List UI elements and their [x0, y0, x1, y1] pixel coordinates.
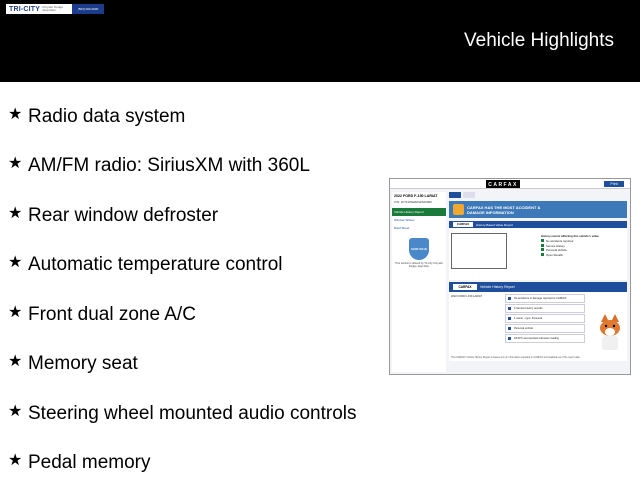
carfax-fox-icon: [595, 314, 625, 352]
feature-label: Front dual zone A/C: [28, 303, 196, 325]
tab-other[interactable]: [463, 192, 475, 198]
value-chart-placeholder: [451, 233, 507, 269]
feature-list: [8, 92, 356, 480]
list-item: [8, 389, 356, 439]
vehicle-history-title: Vehicle History Report: [480, 285, 515, 289]
report-row[interactable]: No accidents or damage reported to CARFAX: [505, 294, 585, 303]
list-item: [8, 92, 356, 142]
carfax-topbar: [390, 179, 630, 189]
carfax-report-thumbnail[interactable]: [389, 178, 631, 375]
event-label: No accidents reported: [546, 238, 574, 243]
star-icon: ★: [8, 452, 23, 470]
star-icon: ★: [8, 303, 23, 321]
event-label: Personal Vehicle: [546, 248, 567, 253]
vehicle-vin: VIN: 1FTFW1E82NFA00000: [394, 200, 432, 204]
page-title: Vehicle Highlights: [464, 30, 614, 51]
carfax-hero-banner: [449, 201, 627, 218]
tab-report[interactable]: [449, 192, 461, 198]
check-icon: [541, 244, 544, 247]
star-icon: ★: [8, 254, 23, 272]
carfax-mini-logo: CARFAX: [453, 222, 473, 227]
print-button[interactable]: Print: [604, 181, 624, 187]
feature-label: Steering wheel mounted audio controls: [28, 402, 357, 424]
carfax-logo: CARFAX: [486, 180, 520, 188]
history-events: [541, 234, 623, 258]
list-item: [8, 241, 356, 291]
nav-build-sheet[interactable]: Build Sheet: [394, 226, 410, 230]
hero-text: CARFAX HAS THE MOST ACCIDENT & DAMAGE INFORMATION: [467, 204, 541, 215]
report-row[interactable]: 4 Service history records: [505, 304, 585, 313]
logo-sub-text: Chrysler Dodge Jeep Ram: [42, 5, 63, 12]
carfax-sidebar: [392, 192, 446, 372]
logo-phone: (503) 000-0000: [72, 4, 104, 14]
report-vehicle: 2022 FORD F-150 LARIAT: [451, 295, 482, 298]
feature-label: Pedal memory: [28, 452, 151, 474]
event-item: [541, 253, 623, 258]
event-label: Open Recalls: [546, 253, 563, 258]
nav-vehicle-history[interactable]: Vehicle History Report: [392, 208, 446, 216]
list-item: [8, 290, 356, 340]
hero-icon: [453, 204, 464, 215]
star-icon: ★: [8, 204, 23, 222]
report-row[interactable]: 18,697 Last reported odometer reading: [505, 334, 585, 343]
feature-label: Rear window defroster: [28, 204, 219, 226]
star-icon: ★: [8, 155, 23, 173]
dealer-logo[interactable]: [6, 4, 104, 14]
star-icon: ★: [8, 353, 23, 371]
vehicle-history-bar: [449, 282, 627, 292]
report-footer: This CARFAX Vehicle History Report is based only on information supplied to CARFAX and available as of the report date.: [449, 354, 627, 361]
list-item: [8, 340, 356, 390]
nav-window-sticker[interactable]: Window Sticker: [394, 218, 415, 222]
events-title: History events affecting this vehicle's value: [541, 234, 599, 238]
value-report-panel: [449, 228, 627, 280]
header-bar: [0, 0, 640, 82]
good-value-badge: [409, 238, 429, 260]
star-icon: ★: [8, 402, 23, 420]
vehicle-history-panel: [449, 292, 627, 354]
check-icon: [541, 248, 544, 251]
feature-label: Memory seat: [28, 353, 138, 375]
list-item: [8, 191, 356, 241]
feature-label: Automatic temperature control: [28, 254, 283, 276]
value-report-title: History-Based Value Report: [476, 222, 513, 227]
badge-text: GOOD VALUE: [411, 247, 427, 251]
carfax-tabs: [449, 192, 627, 199]
carfax-main: [449, 192, 627, 372]
report-row[interactable]: 1 owner - type: Personal: [505, 314, 585, 323]
feature-label: Radio data system: [28, 105, 186, 127]
dealer-info: This vehicle is offered by Tri-City Chrysler Dodge Jeep Ram: [395, 262, 443, 269]
report-rows: [505, 294, 585, 344]
logo-main-text: TRI-CITY: [9, 5, 41, 13]
check-icon: [541, 253, 544, 256]
list-item: [8, 142, 356, 192]
event-label: Service History: [546, 243, 565, 248]
vehicle-title: 2022 FORD F-150 LARIAT: [394, 194, 438, 198]
value-report-bar: [449, 221, 627, 228]
star-icon: ★: [8, 105, 23, 123]
list-item: [8, 439, 356, 480]
report-row[interactable]: Personal vehicle: [505, 324, 585, 333]
carfax-mini-logo: CARFAX: [453, 284, 477, 290]
check-icon: [541, 239, 544, 242]
feature-label: AM/FM radio: SiriusXM with 360L: [28, 155, 310, 177]
